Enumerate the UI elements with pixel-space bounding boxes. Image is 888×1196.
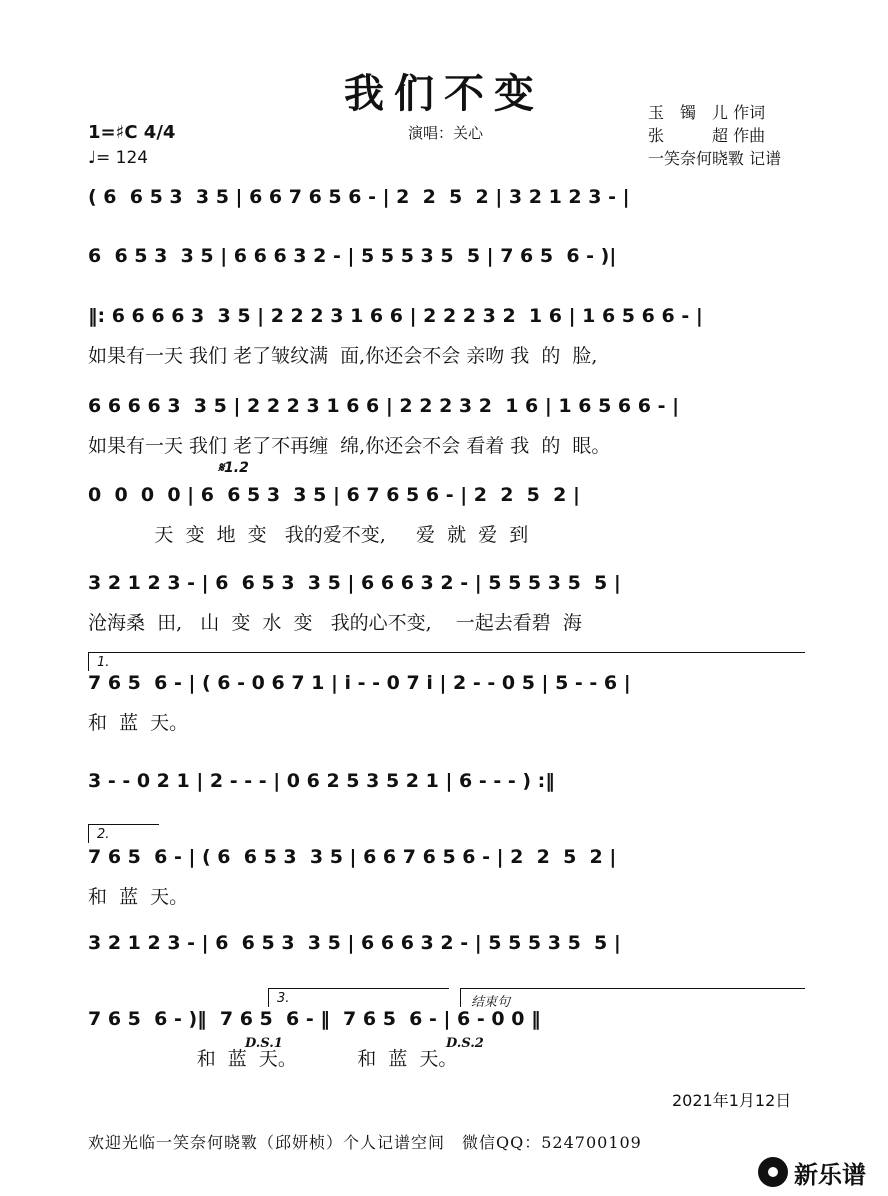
site-logo (758, 1154, 884, 1190)
notes: ‖: 6 6 6 6 3 3 5 | 2 2 2 3 1 6 6 | 2 2 2 3 2 1 6 | 1 6 5 6 6 - | (88, 305, 703, 327)
volta-2-label: 2. (97, 827, 110, 842)
logo-text: 新乐谱 (794, 1160, 866, 1189)
score-line-3 (88, 305, 806, 367)
ds1-marker: D.S.1 (245, 1036, 283, 1051)
notes: 3 - - 0 2 1 | 2 - - - | 0 6 2 5 3 5 2 1 | 6 - - - ) :‖ (88, 770, 555, 792)
notes: 7 6 5 6 - | ( 6 6 5 3 3 5 | 6 6 7 6 5 6 - | 2 2 5 2 | (88, 846, 617, 868)
ending-bracket (460, 988, 805, 1010)
score-line-4 (88, 395, 806, 457)
notes: ( 6 6 5 3 3 5 | 6 6 7 6 5 6 - | 2 2 5 2 | 3 2 1 2 3 - | (88, 186, 630, 208)
vinyl-record-icon (758, 1157, 788, 1187)
notes: 3 2 1 2 3 - | 6 6 5 3 3 5 | 6 6 6 3 2 - | 5 5 5 3 5 5 | (88, 572, 621, 594)
volta-2-bracket (88, 824, 159, 843)
lyrics: 天 变 地 变 我的爱不变, 爱 就 爱 到 (88, 524, 529, 546)
notes: 6 6 6 6 3 3 5 | 2 2 2 3 1 6 6 | 2 2 2 3 2 1 6 | 1 6 5 6 6 - | (88, 395, 680, 417)
ending-label: 结束句 (471, 995, 511, 1010)
lyrics: 如果有一天 我们 老了不再缠 绵,你还会不会 看着 我 的 眼。 (88, 435, 611, 457)
ds2-marker: D.S.2 (446, 1036, 484, 1051)
lyrics: 和 蓝 天。 (88, 712, 189, 734)
score-line-1 (88, 186, 806, 234)
score-line-5 (88, 484, 806, 546)
tempo-marking: ♩= 124 (88, 148, 149, 168)
volta-1-label: 1. (97, 655, 110, 670)
date-label: 2021年1月12日 (672, 1091, 792, 1110)
notes: 0 0 0 0 | 6 6 5 3 3 5 | 6 7 6 5 6 - | 2 2 5 2 | (88, 484, 580, 506)
lyrics: 如果有一天 我们 老了皱纹满 面,你还会不会 亲吻 我 的 脸, (88, 345, 598, 367)
score-line-2 (88, 245, 806, 293)
notes: 7 6 5 6 - )‖ 7 6 5 6 - ‖ 7 6 5 6 - | 6 - 0 0 ‖ (88, 1008, 541, 1030)
notes: 7 6 5 6 - | ( 6 - 0 6 7 1 | i - - 0 7 i | 2 - - 0 5 | 5 - - 6 | (88, 672, 631, 694)
notes: 3 2 1 2 3 - | 6 6 5 3 3 5 | 6 6 6 3 2 - | 5 5 5 3 5 5 | (88, 932, 621, 954)
score-line-6 (88, 572, 806, 634)
key-signature: 1=♯C 4/4 (88, 122, 176, 143)
lyricist-credit: 玉 镯 儿 作词 (648, 103, 766, 122)
page-title: 我们不变 (344, 70, 544, 117)
volta-1-bracket (88, 652, 805, 671)
volta-3-bracket (268, 988, 449, 1007)
segno-marker: 𝄋1.2 (218, 460, 249, 476)
score-line-8 (88, 770, 806, 818)
score-line-10 (88, 932, 806, 980)
notes: 6 6 5 3 3 5 | 6 6 6 3 2 - | 5 5 5 3 5 5 | 7 6 5 6 - )| (88, 245, 617, 267)
transcriber-credit: 一笑奈何晓斁 记谱 (648, 149, 782, 168)
volta-3-label: 3. (277, 991, 290, 1006)
lyrics: 沧海桑 田, 山 变 水 变 我的心不变, 一起去看碧 海 (88, 612, 582, 634)
lyrics: 和 蓝 天。 (88, 886, 189, 908)
score-line-9 (88, 846, 806, 908)
score-line-7 (88, 672, 806, 734)
footer-text: 欢迎光临一笑奈何晓斁（邱妍桢）个人记谱空间 微信QQ：524700109 (88, 1133, 642, 1152)
lyrics: 和 蓝 天。 和 蓝 天。 (88, 1048, 458, 1070)
singer-credit: 演唱：关心 (408, 124, 484, 142)
composer-credit: 张 超 作曲 (648, 126, 766, 145)
